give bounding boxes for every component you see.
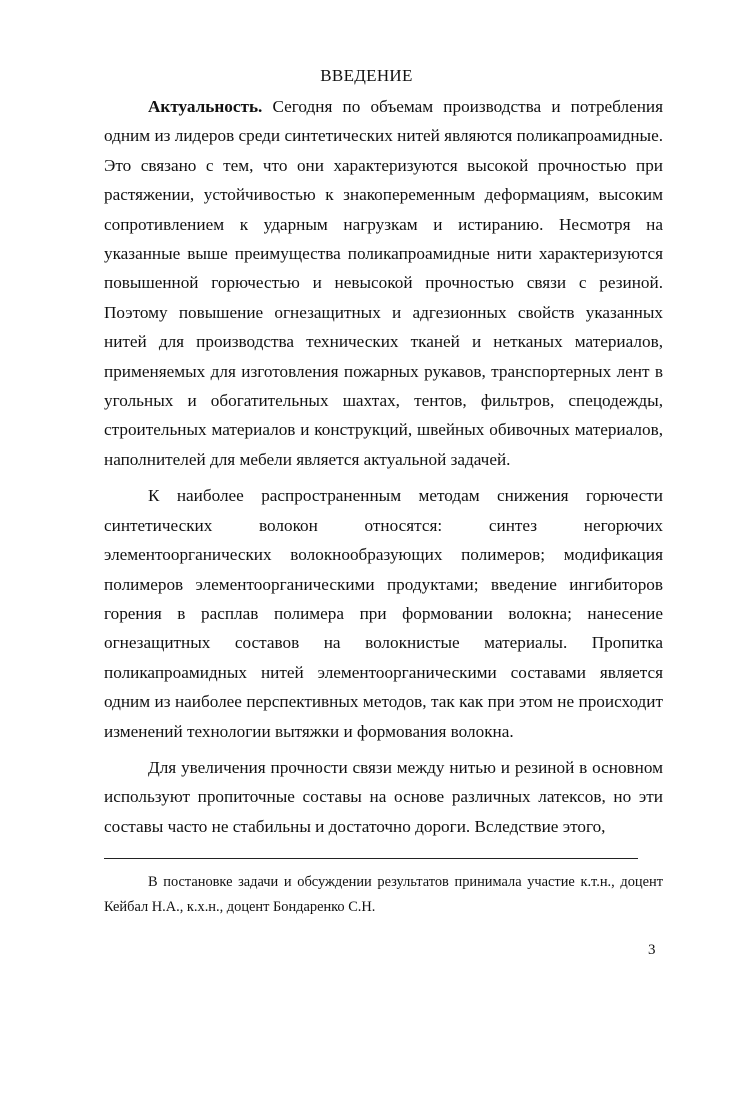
paragraph-rubber-adhesion: Для увеличения прочности связи между нитью и резиной в основном используют пропиточные составы на основе различных латексов, но эти составы часто не стабильны и достаточно дороги. Вследствие этого, [104, 757, 663, 836]
paragraph-relevance [104, 92, 663, 474]
paragraph-lead: Актуальность. [148, 97, 263, 116]
page-number: 3 [648, 942, 656, 958]
paragraph-text: Сегодня по объемам производства и потребления одним из лидеров среди синтетических нитей являются поликапроамидные. Это связано с тем, что они характеризуются высокой прочностью при растяжении, устойчивостью к знакопеременным деформациям, высоким сопротивлением к ударным нагрузкам и истиранию. Несмотря на указанные выше преимущества поликапроамидные нити характеризуются повышенной горючестью и невысокой прочностью связи с резиной. Поэтому повышение огнезащитных и адгезионных свойств указанных нитей для производства технических тканей и нетканых материалов, применяемых для изготовления пожарных рукавов, транспортерных лент в угольных и обогатительных шахтах, тентов, фильтров, спецодежды, строительных материалов и конструкций, швейных обивочных материалов, наполнителей для мебели является актуальной задачей. [104, 97, 663, 469]
section-heading: ВВЕДЕНИЕ [320, 66, 413, 85]
footnote: В постановке задачи и обсуждении результатов принимала участие к.т.н., доцент Кейбал Н.А., к.х.н., доцент Бондаренко С.Н. [104, 874, 663, 915]
footnote-divider [104, 858, 638, 859]
paragraph-flammability-methods: К наиболее распространенным методам снижения горючести синтетических волокон относятся: синтез негорючих элементоорганических волокнообразующих полимеров; модификация полимеров элементоорганическими продуктами; введение ингибиторов горения в расплав полимера при формовании волокна; нанесение огнезащитных составов на волокнистые материалы. Пропитка поликапроамидных нитей элементоорганическими составами является одним из наиболее перспективных методов, так как при этом не происходит изменений технологии вытяжки и формования волокна. [104, 486, 663, 741]
body-text [104, 92, 663, 848]
